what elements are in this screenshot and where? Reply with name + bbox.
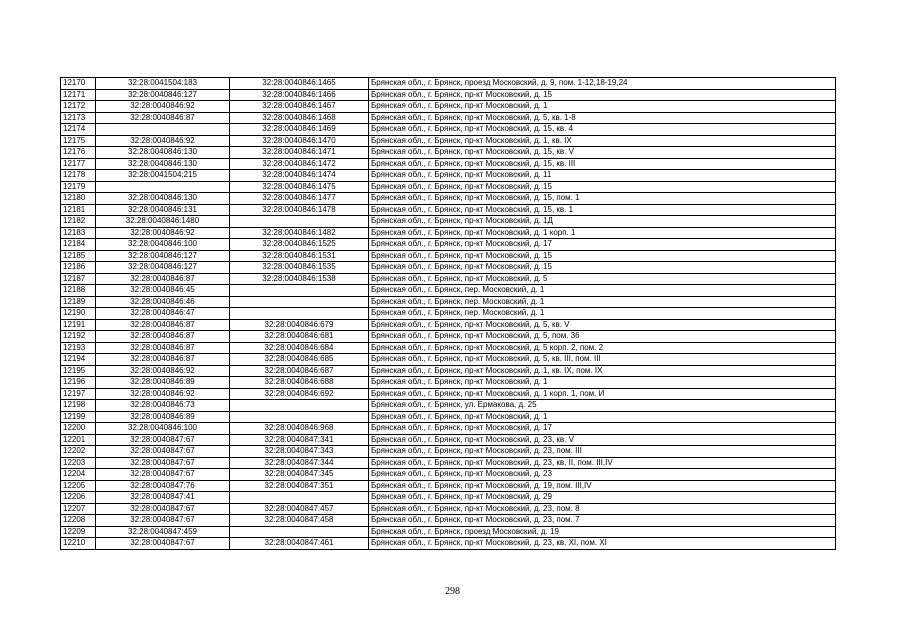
cadastral-number-cell: 32:28:0040847:343 [230,446,369,458]
parent-cadastral-number-cell: 32:28:0040846:46 [96,296,230,308]
table-row [61,480,836,492]
row-number-cell: 12177 [61,158,96,170]
row-number-cell: 12210 [61,538,96,550]
parent-cadastral-number-cell: 32:28:0040846:87 [96,342,230,354]
parent-cadastral-number-cell: 32:28:0040846:87 [96,354,230,366]
parent-cadastral-number-cell: 32:28:0040847:67 [96,515,230,527]
cadastral-number-cell: 32:28:0040846:1477 [230,193,369,205]
table-row [61,319,836,331]
address-cell: Брянская обл., г. Брянск, пр-кт Московский, д. 15, пом. 1 [369,193,836,205]
row-number-cell: 12206 [61,492,96,504]
address-cell: Брянская обл., г. Брянск, пр-кт Московский, д. 11 [369,170,836,182]
cadastral-number-cell: 32:28:0040846:1470 [230,135,369,147]
address-cell: Брянская обл., г. Брянск, пр-кт Московский, д. 15, кв. III [369,158,836,170]
table-row [61,457,836,469]
address-cell: Брянская обл., г. Брянск, пр-кт Московский, д. 5, кв. 1-8 [369,112,836,124]
row-number-cell: 12191 [61,319,96,331]
table-row [61,515,836,527]
table-row [61,262,836,274]
cadastral-number-cell [230,400,369,412]
parent-cadastral-number-cell: 32:28:0040847:67 [96,446,230,458]
row-number-cell: 12174 [61,124,96,136]
table-body [61,78,836,550]
table-row [61,239,836,251]
table-row [61,158,836,170]
parent-cadastral-number-cell: 32:28:0040846:87 [96,112,230,124]
cadastral-number-cell: 32:28:0040846:1478 [230,204,369,216]
address-cell: Брянская обл., г. Брянск, пр-кт Московский, д. 5, кв. III, пом. III [369,354,836,366]
address-cell: Брянская обл., г. Брянск, пр-кт Московский, д. 15 [369,250,836,262]
parent-cadastral-number-cell: 32:28:0040847:41 [96,492,230,504]
table-row [61,227,836,239]
parent-cadastral-number-cell: 32:28:0040846:127 [96,262,230,274]
cadastral-number-cell: 32:28:0040846:688 [230,377,369,389]
row-number-cell: 12207 [61,503,96,515]
table-row [61,170,836,182]
table-row [61,89,836,101]
row-number-cell: 12186 [61,262,96,274]
table-row [61,181,836,193]
cadastral-number-cell: 32:28:0040846:1535 [230,262,369,274]
cadastral-table [60,77,836,550]
parent-cadastral-number-cell: 32:28:0040846:87 [96,319,230,331]
cadastral-number-cell: 32:28:0040846:1471 [230,147,369,159]
row-number-cell: 12192 [61,331,96,343]
table-row [61,492,836,504]
table-row [61,101,836,113]
address-cell: Брянская обл., г. Брянск, пр-кт Московский, д. 29 [369,492,836,504]
parent-cadastral-number-cell: 32:28:0040847:67 [96,469,230,481]
cadastral-number-cell: 32:28:0040846:684 [230,342,369,354]
table-row [61,193,836,205]
table-row [61,388,836,400]
row-number-cell: 12172 [61,101,96,113]
cadastral-number-cell: 32:28:0040847:341 [230,434,369,446]
table-row [61,342,836,354]
cadastral-number-cell: 32:28:0040846:1531 [230,250,369,262]
cadastral-number-cell: 32:28:0040846:687 [230,365,369,377]
table-row [61,135,836,147]
parent-cadastral-number-cell: 32:28:0040846:87 [96,273,230,285]
parent-cadastral-number-cell: 32:28:0040847:67 [96,503,230,515]
cadastral-number-cell: 32:28:0040846:1465 [230,78,369,90]
address-cell: Брянская обл., г. Брянск, проезд Московский, д. 9, пом. 1-12,18-19,24 [369,78,836,90]
parent-cadastral-number-cell: 32:28:0040846:87 [96,331,230,343]
address-cell: Брянская обл., г. Брянск, пр-кт Московский, д. 23, кв. V [369,434,836,446]
row-number-cell: 12178 [61,170,96,182]
parent-cadastral-number-cell: 32:28:0040847:67 [96,457,230,469]
table-row [61,538,836,550]
table-row [61,273,836,285]
cadastral-number-cell: 32:28:0040847:345 [230,469,369,481]
cadastral-number-cell [230,411,369,423]
address-cell: Брянская обл., г. Брянск, пер. Московский, д. 1 [369,285,836,297]
address-cell: Брянская обл., г. Брянск, проезд Московский, д. 19 [369,526,836,538]
parent-cadastral-number-cell: 32:28:0041504:183 [96,78,230,90]
cadastral-number-cell: 32:28:0040846:1469 [230,124,369,136]
parent-cadastral-number-cell: 32:28:0040846:89 [96,377,230,389]
row-number-cell: 12184 [61,239,96,251]
parent-cadastral-number-cell: 32:28:0040846:100 [96,239,230,251]
parent-cadastral-number-cell: 32:28:0040846:92 [96,388,230,400]
table-row [61,354,836,366]
cadastral-number-cell: 32:28:0040846:692 [230,388,369,400]
row-number-cell: 12200 [61,423,96,435]
address-cell: Брянская обл., г. Брянск, пр-кт Московский, д. 1, кв. IX [369,135,836,147]
parent-cadastral-number-cell: 32:28:0040846:92 [96,101,230,113]
parent-cadastral-number-cell: 32:28:0040846:1480 [96,216,230,228]
address-cell: Брянская обл., г. Брянск, пр-кт Московский, д. 1 корп. 1 [369,227,836,239]
parent-cadastral-number-cell: 32:28:0040846:89 [96,411,230,423]
row-number-cell: 12198 [61,400,96,412]
parent-cadastral-number-cell: 32:28:0040846:131 [96,204,230,216]
row-number-cell: 12197 [61,388,96,400]
address-cell: Брянская обл., г. Брянск, пр-кт Московский, д. 1 [369,411,836,423]
cadastral-number-cell: 32:28:0040847:351 [230,480,369,492]
row-number-cell: 12193 [61,342,96,354]
address-cell: Брянская обл., г. Брянск, пр-кт Московский, д. 5, кв. V [369,319,836,331]
address-cell: Брянская обл., г. Брянск, пр-кт Московский, д. 23, кв. XI, пом. XI [369,538,836,550]
page-number: 298 [445,586,460,597]
parent-cadastral-number-cell: 32:28:0040846:127 [96,250,230,262]
address-cell: Брянская обл., г. Брянск, пр-кт Московский, д. 17 [369,239,836,251]
table-row [61,204,836,216]
cadastral-number-cell: 32:28:0040846:685 [230,354,369,366]
cadastral-number-cell [230,285,369,297]
parent-cadastral-number-cell: 32:28:0040846:92 [96,135,230,147]
parent-cadastral-number-cell: 32:28:0040846:45 [96,285,230,297]
table-row [61,526,836,538]
address-cell: Брянская обл., г. Брянск, пр-кт Московский, д. 17 [369,423,836,435]
address-cell: Брянская обл., г. Брянск, пр-кт Московский, д. 15, кв. V [369,147,836,159]
row-number-cell: 12194 [61,354,96,366]
table-row [61,469,836,481]
row-number-cell: 12201 [61,434,96,446]
parent-cadastral-number-cell [96,181,230,193]
parent-cadastral-number-cell: 32:28:0040846:130 [96,193,230,205]
cadastral-number-cell: 32:28:0040846:1474 [230,170,369,182]
table-row [61,400,836,412]
cadastral-number-cell: 32:28:0040846:681 [230,331,369,343]
address-cell: Брянская обл., г. Брянск, пр-кт Московский, д. 23, пом. 8 [369,503,836,515]
table-row [61,216,836,228]
address-cell: Брянская обл., г. Брянск, пр-кт Московский, д. 1, кв. IX, пом. IX [369,365,836,377]
table-row [61,308,836,320]
parent-cadastral-number-cell: 32:28:0041504:215 [96,170,230,182]
row-number-cell: 12199 [61,411,96,423]
address-cell: Брянская обл., г. Брянск, пр-кт Московский, д. 5 корп. 2, пом. 2 [369,342,836,354]
address-cell: Брянская обл., г. Брянск, пр-кт Московский, д. 23, кв. II, пом. III,IV [369,457,836,469]
parent-cadastral-number-cell: 32:28:0040847:76 [96,480,230,492]
cadastral-number-cell: 32:28:0040846:1467 [230,101,369,113]
row-number-cell: 12187 [61,273,96,285]
row-number-cell: 12176 [61,147,96,159]
row-number-cell: 12173 [61,112,96,124]
table-row [61,423,836,435]
parent-cadastral-number-cell: 32:28:0040846:127 [96,89,230,101]
table-row [61,78,836,90]
table-row [61,296,836,308]
address-cell: Брянская обл., г. Брянск, пр-кт Московский, д. 23, пом. III [369,446,836,458]
address-cell: Брянская обл., г. Брянск, пр-кт Московский, д. 1Д [369,216,836,228]
parent-cadastral-number-cell: 32:28:0040847:67 [96,434,230,446]
cadastral-number-cell: 32:28:0040846:1482 [230,227,369,239]
row-number-cell: 12209 [61,526,96,538]
row-number-cell: 12183 [61,227,96,239]
row-number-cell: 12208 [61,515,96,527]
cadastral-number-cell: 32:28:0040847:458 [230,515,369,527]
cadastral-number-cell: 32:28:0040846:1472 [230,158,369,170]
table-row [61,112,836,124]
row-number-cell: 12205 [61,480,96,492]
cadastral-number-cell: 32:28:0040847:457 [230,503,369,515]
address-cell: Брянская обл., г. Брянск, пр-кт Московский, д. 15, кв. 1 [369,204,836,216]
table-row [61,250,836,262]
row-number-cell: 12182 [61,216,96,228]
address-cell: Брянская обл., г. Брянск, пр-кт Московский, д. 15 [369,89,836,101]
address-cell: Брянская обл., г. Брянск, пр-кт Московский, д. 1 [369,101,836,113]
parent-cadastral-number-cell: 32:28:0040846:100 [96,423,230,435]
address-cell: Брянская обл., г. Брянск, пр-кт Московский, д. 1 корп. 1, пом. И [369,388,836,400]
row-number-cell: 12175 [61,135,96,147]
table-row [61,124,836,136]
cadastral-number-cell: 32:28:0040846:1468 [230,112,369,124]
table-row [61,377,836,389]
cadastral-number-cell [230,308,369,320]
cadastral-number-cell [230,526,369,538]
address-cell: Брянская обл., г. Брянск, пр-кт Московский, д. 15 [369,262,836,274]
address-cell: Брянская обл., г. Брянск, пр-кт Московский, д. 5 [369,273,836,285]
table-row [61,434,836,446]
parent-cadastral-number-cell: 32:28:0040847:459 [96,526,230,538]
row-number-cell: 12203 [61,457,96,469]
row-number-cell: 12180 [61,193,96,205]
cadastral-number-cell: 32:28:0040847:461 [230,538,369,550]
cadastral-number-cell: 32:28:0040846:1475 [230,181,369,193]
cadastral-number-cell: 32:28:0040846:1466 [230,89,369,101]
parent-cadastral-number-cell: 32:28:0040846:47 [96,308,230,320]
row-number-cell: 12185 [61,250,96,262]
table-row [61,446,836,458]
parent-cadastral-number-cell: 32:28:0040847:67 [96,538,230,550]
row-number-cell: 12189 [61,296,96,308]
table-row [61,365,836,377]
cadastral-number-cell [230,216,369,228]
cadastral-number-cell: 32:28:0040847:344 [230,457,369,469]
address-cell: Брянская обл., г. Брянск, пер. Московский, д. 1 [369,296,836,308]
table-row [61,285,836,297]
cadastral-number-cell: 32:28:0040846:679 [230,319,369,331]
table-row [61,503,836,515]
row-number-cell: 12202 [61,446,96,458]
table-row [61,147,836,159]
row-number-cell: 12204 [61,469,96,481]
row-number-cell: 12195 [61,365,96,377]
address-cell: Брянская обл., г. Брянск, пр-кт Московский, д. 23, пом. 7 [369,515,836,527]
address-cell: Брянская обл., г. Брянск, ул. Ермакова, д. 25 [369,400,836,412]
cadastral-number-cell [230,296,369,308]
address-cell: Брянская обл., г. Брянск, пр-кт Московский, д. 5, пом. 36 [369,331,836,343]
table-row [61,331,836,343]
address-cell: Брянская обл., г. Брянск, пр-кт Московский, д. 15, кв. 4 [369,124,836,136]
table-row [61,411,836,423]
cadastral-number-cell: 32:28:0040846:968 [230,423,369,435]
parent-cadastral-number-cell: 32:28:0040846:92 [96,227,230,239]
row-number-cell: 12179 [61,181,96,193]
parent-cadastral-number-cell: 32:28:0040846:73 [96,400,230,412]
parent-cadastral-number-cell: 32:28:0040846:130 [96,147,230,159]
parent-cadastral-number-cell [96,124,230,136]
row-number-cell: 12181 [61,204,96,216]
address-cell: Брянская обл., г. Брянск, пер. Московский, д. 1 [369,308,836,320]
row-number-cell: 12196 [61,377,96,389]
parent-cadastral-number-cell: 32:28:0040846:92 [96,365,230,377]
address-cell: Брянская обл., г. Брянск, пр-кт Московский, д. 15 [369,181,836,193]
address-cell: Брянская обл., г. Брянск, пр-кт Московский, д. 1 [369,377,836,389]
cadastral-number-cell: 32:28:0040846:1538 [230,273,369,285]
row-number-cell: 12171 [61,89,96,101]
row-number-cell: 12170 [61,78,96,90]
row-number-cell: 12190 [61,308,96,320]
cadastral-number-cell: 32:28:0040846:1525 [230,239,369,251]
row-number-cell: 12188 [61,285,96,297]
cadastral-number-cell [230,492,369,504]
address-cell: Брянская обл., г. Брянск, пр-кт Московский, д. 23 [369,469,836,481]
parent-cadastral-number-cell: 32:28:0040846:130 [96,158,230,170]
address-cell: Брянская обл., г. Брянск, пр-кт Московский, д. 19, пом. III,IV [369,480,836,492]
